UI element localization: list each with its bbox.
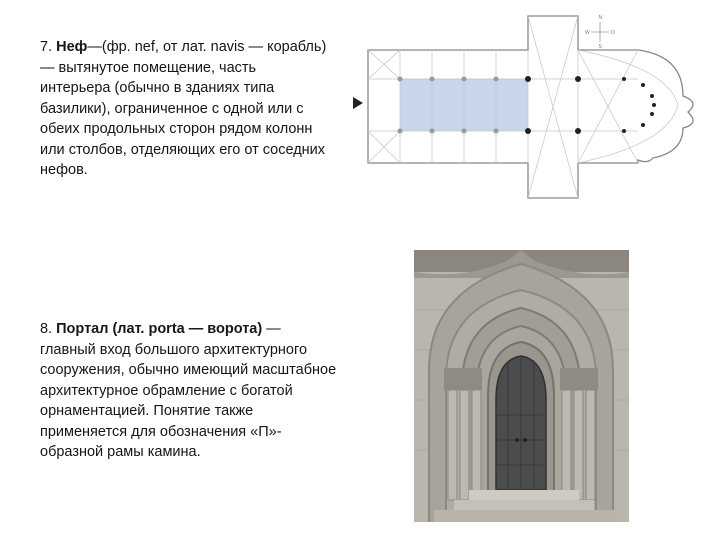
compass-icon bbox=[585, 15, 615, 50]
compass-west: W bbox=[585, 30, 590, 36]
basilica-floor-plan bbox=[348, 8, 700, 204]
portal-number: 8. bbox=[40, 321, 53, 337]
nave-text: —(фр. nef, от лат. navis — корабль) — вытянутое помещение, часть интерьера (обычно в зданиях типа базилики), ограниченное с одной или с обеих продольных сторон рядом колонн или столбов, отделяющих его от соседних нефов. bbox=[40, 39, 327, 178]
nave-definition bbox=[40, 37, 330, 181]
entrance-arrow-icon bbox=[353, 97, 363, 109]
apse-columns bbox=[525, 76, 656, 134]
compass-north: N bbox=[598, 15, 603, 21]
stone-steps bbox=[469, 490, 579, 500]
portal-term: Портал (лат. porta — ворота) bbox=[56, 321, 263, 337]
door-handle bbox=[515, 438, 519, 442]
nave-number: 7. bbox=[40, 39, 53, 55]
portal-photo bbox=[414, 250, 629, 522]
compass-east: O bbox=[611, 30, 615, 36]
nave-term: Неф bbox=[56, 39, 88, 55]
compass-south: S bbox=[598, 44, 602, 50]
portal-definition bbox=[40, 319, 340, 463]
portal-text: — главный вход большого архитектурного сооружения, обычно имеющий масштабное архитектурное обрамление с богатой орнаментацией. Понятие также применяется для обозначения «П»-образной рамы камина. bbox=[40, 321, 337, 460]
